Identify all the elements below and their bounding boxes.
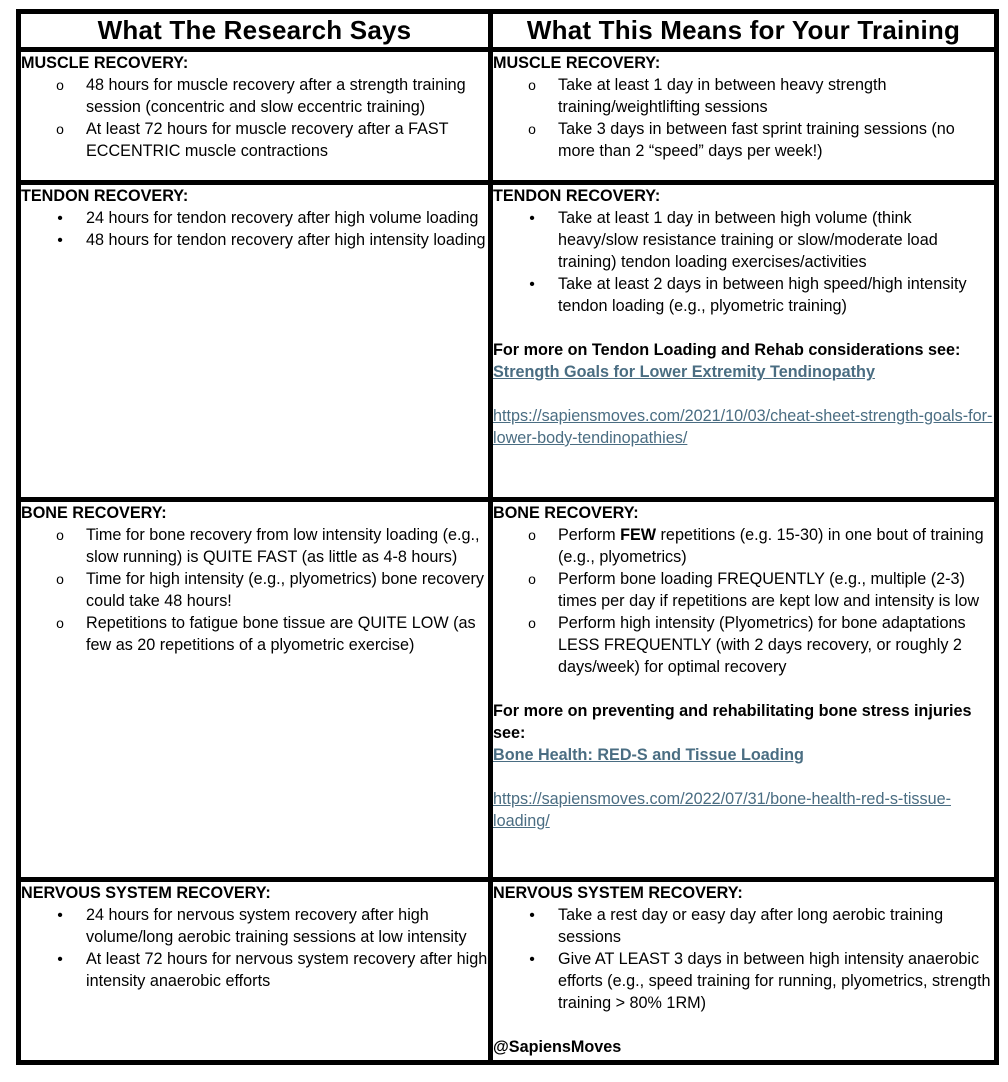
header-training: What This Means for Your Training (491, 12, 997, 50)
circle-bullet-icon (525, 612, 539, 634)
item-text: Give AT LEAST 3 days in between high intensity anaerobic efforts (e.g., speed training for running, plyometrics, strength training > 80% 1RM) (558, 950, 991, 1012)
header-research: What The Research Says (19, 12, 491, 50)
list-item (21, 524, 488, 568)
circle-bullet-icon (525, 568, 539, 590)
spacer (493, 766, 994, 788)
item-list (493, 904, 994, 1014)
section-title: TENDON RECOVERY: (493, 187, 661, 205)
circle-bullet-icon (53, 612, 67, 634)
item-text: Take at least 1 day in between high volume (think heavy/slow resistance training or slow/moderate load training) tendon loading exercises/activities (558, 209, 938, 271)
section-title: TENDON RECOVERY: (21, 187, 189, 205)
item-text: Repetitions to fatigue bone tissue are QUITE LOW (as few as 20 repetitions of a plyometric exercise) (86, 614, 476, 654)
muscle-training-cell (491, 50, 997, 183)
more-info-text: For more on preventing and rehabilitating bone stress injuries see: (493, 702, 972, 742)
list-item (493, 568, 994, 612)
item-text: 48 hours for muscle recovery after a strength training session (concentric and slow eccentric training) (86, 76, 466, 116)
disc-bullet-icon (53, 948, 67, 971)
item-text: Perform bone loading FREQUENTLY (e.g., multiple (2-3) times per day if repetitions are kept low and intensity is low (558, 570, 980, 610)
tendinopathy-article-link[interactable]: Strength Goals for Lower Extremity Tendinopathy (493, 363, 875, 381)
item-emphasis: FEW (620, 526, 657, 544)
disc-bullet-icon (525, 948, 539, 971)
list-item (493, 118, 994, 162)
item-text: 24 hours for tendon recovery after high volume loading (86, 209, 479, 227)
item-text: Take a rest day or easy day after long aerobic training sessions (558, 906, 944, 946)
muscle-research-cell (19, 50, 491, 183)
list-item (21, 118, 488, 162)
item-text: Take at least 2 days in between high speed/high intensity tendon loading (e.g., plyometric training) (558, 275, 967, 315)
list-item (21, 904, 488, 948)
item-text: repetitions (e.g. 15-30) in one bout of training (e.g., plyometrics) (558, 526, 984, 566)
item-text: At least 72 hours for muscle recovery after a FAST ECCENTRIC muscle contractions (86, 120, 449, 160)
list-item (21, 612, 488, 656)
nervous-research-cell (19, 880, 491, 1063)
circle-bullet-icon (525, 118, 539, 140)
recovery-table (16, 9, 999, 1065)
row-bone (19, 500, 997, 880)
item-list (21, 524, 488, 656)
circle-bullet-icon (525, 74, 539, 96)
disc-bullet-icon (53, 229, 67, 252)
list-item (493, 207, 994, 273)
item-list (21, 207, 488, 251)
bone-health-url-link[interactable]: https://sapiensmoves.com/2022/07/31/bone-health-red-s-tissue-loading/ (493, 790, 951, 830)
spacer (493, 383, 994, 405)
disc-bullet-icon (53, 904, 67, 927)
section-title: BONE RECOVERY: (493, 504, 639, 522)
item-list (21, 904, 488, 992)
item-list (493, 207, 994, 317)
row-nervous-system (19, 880, 997, 1063)
list-item (493, 612, 994, 678)
row-tendon (19, 183, 997, 500)
item-text: 24 hours for nervous system recovery after high volume/long aerobic training sessions at low intensity (86, 906, 467, 946)
author-handle: @SapiensMoves (493, 1038, 622, 1056)
item-text: Take 3 days in between fast sprint training sessions (no more than 2 “speed” days per week!) (558, 120, 955, 160)
more-info-text: For more on Tendon Loading and Rehab considerations see: (493, 341, 961, 359)
item-text: Take at least 1 day in between heavy strength training/weightlifting sessions (558, 76, 887, 116)
bone-research-cell (19, 500, 491, 880)
item-text: Time for high intensity (e.g., plyometrics) bone recovery could take 48 hours! (86, 570, 484, 610)
item-text: Perform high intensity (Plyometrics) for bone adaptations LESS FREQUENTLY (with 2 days recovery, or roughly 2 days/week) for optimal recovery (558, 614, 966, 676)
circle-bullet-icon (525, 524, 539, 546)
tendon-research-cell (19, 183, 491, 500)
tendinopathy-url-link[interactable]: https://sapiensmoves.com/2021/10/03/cheat-sheet-strength-goals-for-lower-body-tendinopathies/ (493, 407, 993, 447)
disc-bullet-icon (525, 904, 539, 927)
list-item (21, 74, 488, 118)
section-title: BONE RECOVERY: (21, 504, 167, 522)
list-item (493, 273, 994, 317)
circle-bullet-icon (53, 118, 67, 140)
section-title: MUSCLE RECOVERY: (493, 54, 661, 72)
item-list (493, 74, 994, 162)
section-title: NERVOUS SYSTEM RECOVERY: (21, 884, 271, 902)
recovery-cheat-sheet (16, 9, 994, 1065)
disc-bullet-icon (53, 207, 67, 230)
list-item (21, 207, 488, 229)
bone-health-article-link[interactable]: Bone Health: RED-S and Tissue Loading (493, 746, 804, 764)
nervous-training-cell (491, 880, 997, 1063)
header-row (19, 12, 997, 50)
list-item (493, 74, 994, 118)
item-list (493, 524, 994, 678)
list-item (21, 948, 488, 992)
disc-bullet-icon (525, 207, 539, 230)
disc-bullet-icon (525, 273, 539, 296)
bone-training-cell (491, 500, 997, 880)
row-muscle (19, 50, 997, 183)
section-title: NERVOUS SYSTEM RECOVERY: (493, 884, 743, 902)
list-item (21, 229, 488, 251)
item-text: At least 72 hours for nervous system recovery after high intensity anaerobic efforts (86, 950, 488, 990)
item-text: 48 hours for tendon recovery after high intensity loading (86, 231, 486, 249)
list-item (21, 568, 488, 612)
list-item (493, 524, 994, 568)
circle-bullet-icon (53, 74, 67, 96)
section-title: MUSCLE RECOVERY: (21, 54, 189, 72)
circle-bullet-icon (53, 524, 67, 546)
tendon-training-cell (491, 183, 997, 500)
item-text: Perform (558, 526, 621, 544)
item-text: Time for bone recovery from low intensity loading (e.g., slow running) is QUITE FAST (as little as 4-8 hours) (86, 526, 480, 566)
circle-bullet-icon (53, 568, 67, 590)
list-item (493, 948, 994, 1014)
list-item (493, 904, 994, 948)
item-list (21, 74, 488, 162)
